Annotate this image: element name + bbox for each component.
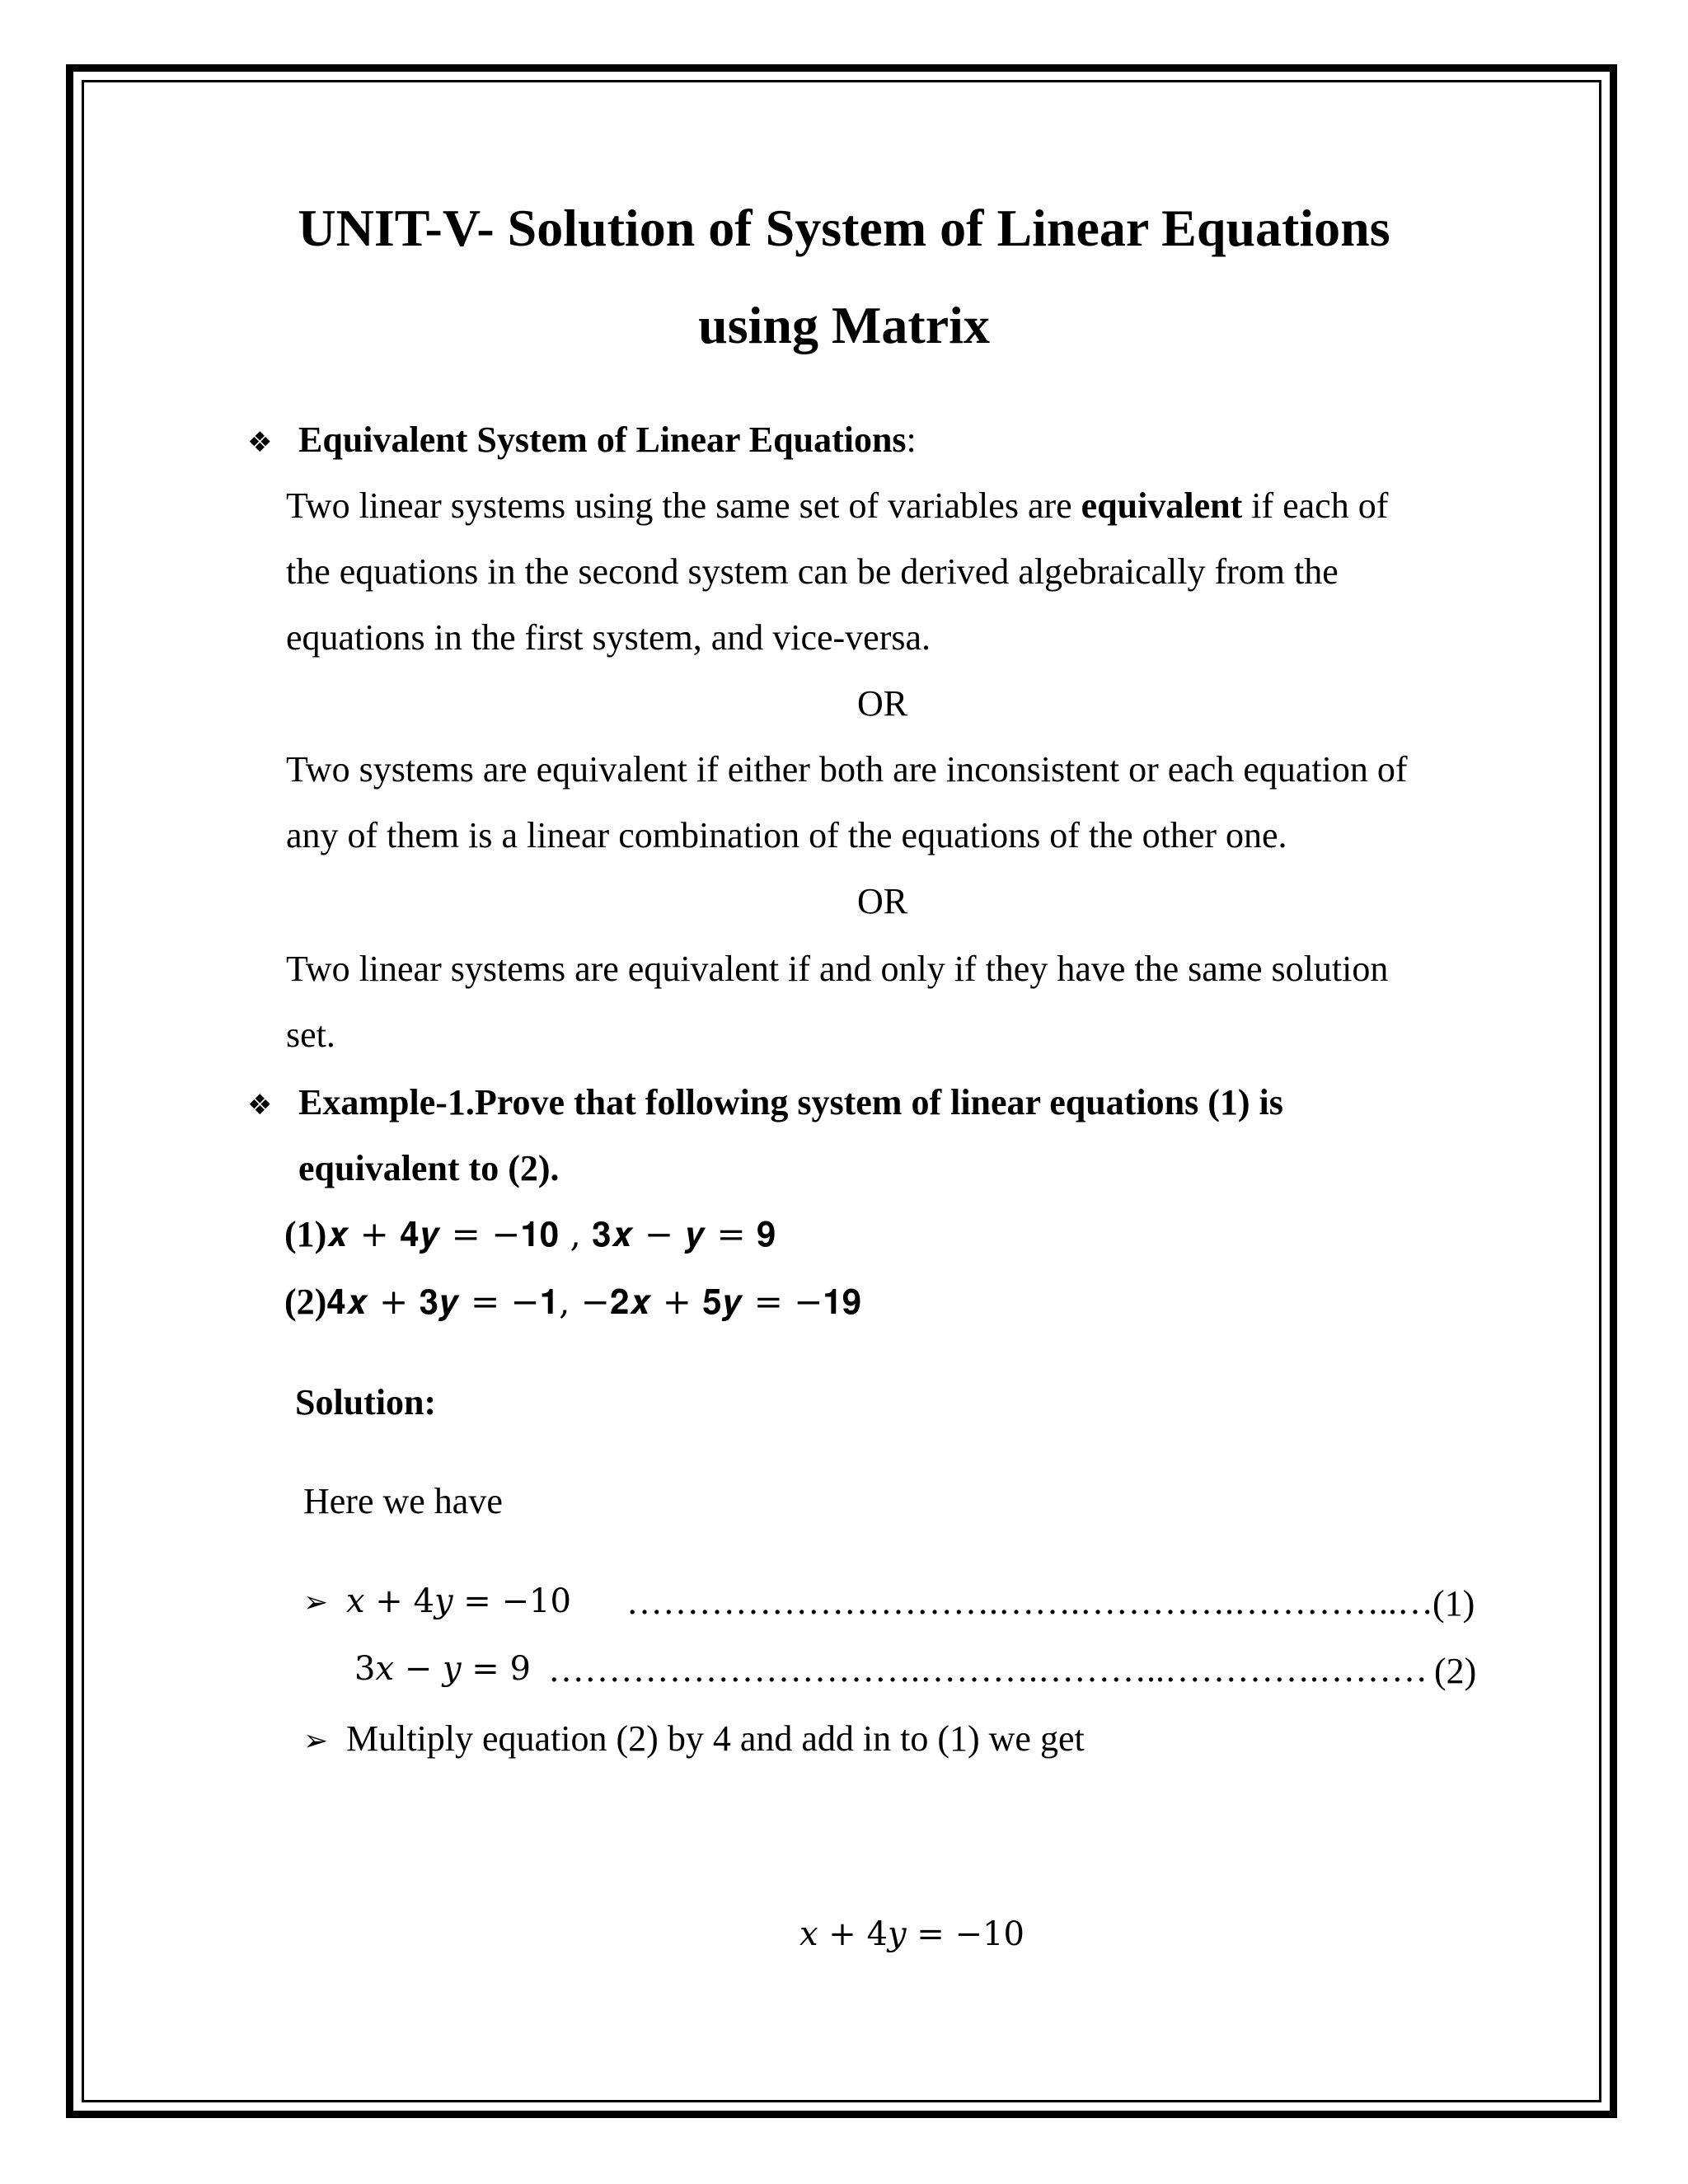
system1-row xyxy=(284,1213,776,1255)
diamond-bullet-icon: ❖ xyxy=(247,426,273,459)
equation1-number: (1) xyxy=(1432,1583,1475,1624)
or-separator-1: OR xyxy=(857,683,908,724)
equation1-leader-dots: ………………………….…….………….…………..… xyxy=(626,1582,1433,1622)
page-title-line2: using Matrix xyxy=(698,296,990,354)
definition1-line1-text: Two linear systems using the same set of variables are xyxy=(286,485,1081,526)
system2-row xyxy=(284,1281,861,1323)
section-heading-colon: : xyxy=(906,419,917,460)
definition1-line1-tail: if each of xyxy=(1242,485,1389,526)
or-separator-2: OR xyxy=(857,881,908,921)
definition1-line3: equations in the first system, and vice-versa. xyxy=(286,617,931,658)
equation2-leader-dots: ………………………….……….………..………….……… xyxy=(548,1649,1428,1690)
result-equation: 𝑥 + 4𝑦 = −10 xyxy=(799,1915,1025,1953)
definition2-line1: Two systems are equivalent if either both are inconsistent or each equation of xyxy=(286,749,1408,790)
arrow-bullet-icon: ➢ xyxy=(303,1724,329,1758)
equation1: 𝑥 + 4𝑦 = −10 xyxy=(346,1582,571,1620)
example-heading-text: Example-1.Prove that following system of linear equations (1) is xyxy=(298,1082,1283,1122)
system2-label: (2) xyxy=(284,1282,327,1322)
solution-intro: Here we have xyxy=(303,1481,503,1521)
equation2-number: (2) xyxy=(1434,1651,1477,1691)
system2-equations: 𝟒𝒙 + 𝟑𝒚 = −𝟏, −𝟐𝒙 + 𝟓𝒚 = −𝟏𝟗 xyxy=(326,1282,862,1322)
step-text: Multiply equation (2) by 4 and add in to (1) we get xyxy=(346,1718,1085,1759)
arrow-bullet-icon: ➢ xyxy=(303,1586,329,1619)
definition1-line2: the equations in the second system can be derived algebraically from the xyxy=(286,551,1339,592)
step-row xyxy=(303,1718,1085,1760)
definition1-line1 xyxy=(286,485,1388,527)
diamond-bullet-icon: ❖ xyxy=(247,1089,273,1122)
example-heading-line1 xyxy=(247,1081,1283,1123)
definition3-line2: set. xyxy=(286,1015,335,1055)
page-title-line1: UNIT-V- Solution of System of Linear Equations xyxy=(298,199,1390,257)
solution-heading: Solution: xyxy=(295,1382,437,1422)
section-heading-text: Equivalent System of Linear Equations xyxy=(298,419,907,460)
example-heading-line2: equivalent to (2). xyxy=(298,1148,560,1188)
system1-label: (1) xyxy=(284,1214,327,1254)
equation2: 3𝑥 − 𝑦 = 9 xyxy=(354,1650,531,1688)
section-heading-equivalent xyxy=(247,419,917,461)
definition2-line2: any of them is a linear combination of the equations of the other one. xyxy=(286,815,1287,855)
definition3-line1: Two linear systems are equivalent if and only if they have the same solution xyxy=(286,949,1389,989)
equation1-row xyxy=(303,1582,571,1620)
definition1-bold-term: equivalent xyxy=(1081,485,1243,526)
system1-equations: 𝒙 + 𝟒𝒚 = −𝟏𝟎 , 𝟑𝒙 − 𝒚 = 𝟗 xyxy=(326,1214,776,1254)
